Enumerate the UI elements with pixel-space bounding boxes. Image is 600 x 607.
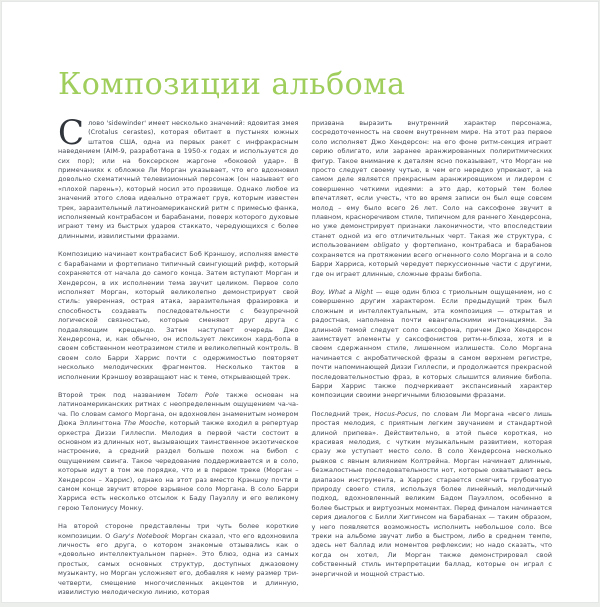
- track-title: Gary's Notebook: [113, 531, 169, 540]
- text-run: Композицию начинает контрабасист Боб Крэншоу, исполняя вместе с барабанами и фортепиано типичный свингующий рифф, который сохраняется от начала до самого конца. Затем вступают Морган и Хендерсон, в их исполнении тема звучит целиком. Первое соло исполняет Морган, который великолепно демонстрирует свой стиль: уверенная, острая атака, заразительная фразировка и способность создавать последовательности с безупречной логической связностью, которые сменяют друг друга с подавляющим крещендо. Затем наступает очередь Джо Хендерсона, и, как обычно, он использует лексикон хард-бопа в своем собственном неотразимом стиле и великолепный контроль. В своем соло Барри Харрис почти с одержимостью повторяет несколько мелодических фрагментов. Несколько тактов в исполнении Крэншоу возвращают нас к теме, открывающей трек.: [58, 250, 299, 381]
- paragraph: [58, 113, 299, 241]
- track-title: Totem Pole: [177, 390, 219, 399]
- text-run: у фортепиано, контрабаса и барабанов сохраняется на протяжении всего огненного соло Моргана и в соло Барри Харриса, который чередует перкуссионные части с другими, где он играет длинные, сложные фразы бибопа.: [311, 241, 553, 278]
- text-run: лово 'sidewinder' имеет несколько значений: ядовитая змея (Crotalus cerastes), которая обитает в пустынях южных штатов США, одна из первых ракет с инфракрасным наведением (AIM-9, разработана в 1950-х годах и используется до сих пор); или на боксерском жаргоне «боковой удар». В примечаниях к обложке Ли Морган указывает, что его вдохновил довольно схематичный телевизионный персонаж (он называет его «плохой парень»), который носил это прозвище. Однако любое из значений этого слова идеально отражает грув, которым известен трек, заразительный латиноамериканский ритм с примесью фанка, исполняемый контрабасом и барабанами, поверх которого духовые играют тему из быстрых ударов стаккато, чередующихся с более длинными, извилистыми фразами.: [58, 119, 299, 240]
- paragraph: [58, 391, 299, 513]
- text-column-left: [58, 113, 299, 607]
- album-liner-notes-page: [1, 1, 599, 603]
- track-title: obligato: [373, 241, 401, 250]
- paragraph: [312, 410, 553, 579]
- text-run: На второй стороне представлены три чуть более короткие композиции. О: [58, 522, 299, 540]
- text-run: также основан на латиноамериканских ритмах с неопределенным ощущением ча-ча-ча. По словам самого Моргана, он вдохновлен знаменитым номером Дюка Эллингтона: [58, 390, 299, 428]
- paragraph: [58, 522, 299, 597]
- drop-cap: С: [58, 113, 85, 153]
- text-run: Второй трек под названием: [58, 390, 178, 399]
- text-run: Последний трек,: [311, 409, 375, 418]
- track-title: Boy, What a Night: [311, 287, 374, 296]
- text-run: — еще один блюз с триольным ощущением, но с совершенно другим характером. Если предыдущий трек был сложным и интеллектуальным, эта композиция — открытая и радостная, наполнена почти евангельскими интонациями. За длинной темой следует соло саксофона, причем Джо Хендерсон заимствует элементы у саксофонистов ритм-н-блюза, хотя и в своем сдержанном стиле, лишенном излишеств. Соло Моргана начинается с акробатической фразы в самом верхнем регистре, почти напоминающей Диззи Гиллеспи, и продолжается прекрасной последовательностью фраз, в которых слышится влияние бибопа. Барри Харрис также подчеркивает экспансивный характер композиции своими энергичными блюзовыми фразами.: [311, 287, 552, 400]
- paragraph: [312, 288, 553, 401]
- track-title: Hocus-Pocus: [374, 409, 417, 418]
- text-run: призвана выразить внутренний характер персонажа, сосредоточенность на своем внутреннем мире. На этот раз первое соло исполняет Джо Хендерсон: на его фоне ритм-секция играет серию облигато, или заранее аранжированных полиритмических фигур. Такое внимание к деталям ясно показывает, что Морган не просто следует своему чутью, в чем его нередко упрекают, а на самом деле является прекрасным аранжировщиком и лидером с совершенно четкими идеями: а это дар, который тем более впечатляет, если учесть, что во время записи он был еще совсем молод – ему было всего 26 лет. Соло на саксофоне звучит в плавном, красноречивом стиле, типичном для раннего Хендерсона, но уже демонстрирует признаки лаконичности, что впоследствии станет одной из его отличительных черт. Такая же структура, с использованием: [311, 119, 552, 250]
- text-run: Морган сказал, что его вдохновила личность его друга, о котором знакомые отзывались как о «довольно интеллектуальном парне». Это блюз, одна из самых простых, самых основных структур, доступных джазовому музыканту, но Морган усложняет его, добавляя к нему размер три-четверти, смещение многочисленных акцентов и длинную, извилистую мелодическую линию, которая: [58, 531, 299, 597]
- text-column-right: [312, 119, 553, 607]
- page-title: Композиции альбома: [58, 67, 406, 102]
- track-title: The Mooche: [123, 419, 165, 428]
- text-run: , по словам Ли Моргана «всего лишь простая мелодия, с приятным легким звучанием и стандартной длиной припева». Действительно, в этой пьесе короткая, но красивая мелодия, с чутким музыкальным развитием, которая сразу же уступает место соло. В соло Хендерсона несколько рывков с явным влиянием Колтрейна. Морган начинает длинные, безжалостные последовательности нот, которые охватывают весь диапазон инструмента, а Харрис старается смягчить грубоватую природу своего стиля, используя более линейный, мелодичный подход, вдохновленный великим Бадом Пауэллом, особенно в более быстрых и виртуозных моментах. Перед финалом начинается серия диалогов с Билли Хиггинсом на барабанах — таким образом, у него появляется возможность исполнить небольшое соло. Все треки на альбоме звучат либо в быстром, либо в среднем темпе, здесь нет баллад или моментов рефлексии; но надо сказать, что когда он хотел, Ли Морган также демонстрировал свой собственный стиль интерпретации баллад, которые он играл с энергичной и мощной страстью.: [311, 409, 553, 578]
- paragraph: [58, 250, 299, 382]
- two-column-text: [58, 113, 553, 607]
- text-run: , который также входил в репертуар оркестра Диззи Гиллеспи. Мелодия в первой части состоит в основном из длинных нот, вызывающих таинственное экзотическое настроение, а средний раздел больше похож на бибоп с ощущением свинга. Такое чередование поддерживается и в соло, которые идут в том же порядке, что и в первом треке (Морган – Хендерсон – Харрис), однако на этот раз вместо Крэншоу почти в самом конце звучит второе взрывное соло Моргана. В соло Барри Харриса есть несколько отсылок к Баду Пауэллу и его великому герою Телониусу Монку.: [58, 419, 299, 512]
- paragraph: [312, 119, 553, 279]
